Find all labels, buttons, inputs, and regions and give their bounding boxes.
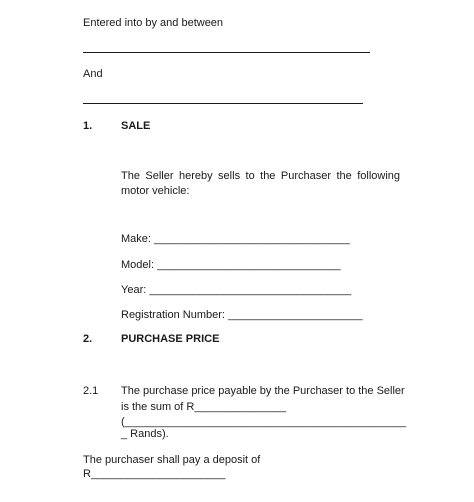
section-2-number: 2. [83, 333, 93, 345]
deposit-line-2: R______________________ [83, 468, 226, 480]
section-1-heading: SALE [121, 120, 151, 132]
deposit-line-1: The purchaser shall pay a deposit of [83, 454, 261, 466]
model-field [121, 259, 341, 272]
year-blank: _________________________________ [149, 284, 352, 296]
make-field [121, 233, 350, 246]
entered-into-text: Entered into by and between [83, 17, 224, 29]
make-label: Make: [121, 233, 151, 245]
clause-2-1-number: 2.1 [83, 385, 99, 397]
model-blank: ______________________________ [157, 259, 341, 271]
registration-blank: ______________________ [228, 309, 363, 321]
year-label: Year: [121, 284, 147, 296]
clause-2-1-line-1: The purchase price payable by the Purchaser to the Seller [121, 385, 405, 397]
year-field [121, 284, 351, 297]
make-blank: ________________________________ [154, 233, 350, 245]
clause-2-1-line-2: is the sum of R_______________ [121, 401, 287, 413]
section-2-heading: PURCHASE PRICE [121, 333, 220, 345]
registration-label: Registration Number: [121, 309, 225, 321]
clause-2-1-line-4: _ Rands). [121, 428, 169, 440]
section-1-number: 1. [83, 120, 93, 132]
and-text: And [83, 68, 103, 80]
party-one-blank [83, 52, 370, 53]
model-label: Model: [121, 259, 155, 271]
party-two-blank [83, 103, 363, 104]
clause-2-1-line-3: (______________________________________________ [121, 416, 407, 428]
registration-field [121, 309, 363, 322]
section-1-body: The Seller hereby sells to the Purchaser the following motor vehicle: [121, 170, 400, 197]
